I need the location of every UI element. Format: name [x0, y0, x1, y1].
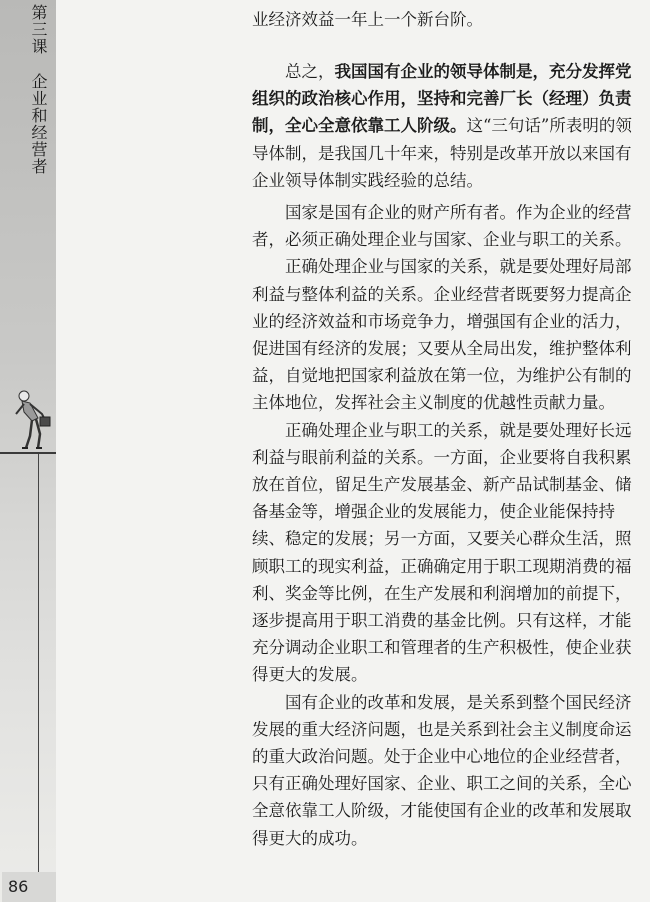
paragraph: 国有企业的改革和发展，是关系到整个国民经济发展的重大经济问题，也是关系到社会主义制度命运的重大政治问题。处于企业中心地位的企业经营者，只有正确处理好国家、企业、职工之间的关系，全心全意依靠工人阶级，才能使国有企业的改革和发展取得更大的成功。	[252, 692, 632, 848]
bold-statement: 我国国有企业的领导体制是，充分发挥党组织的政治核心作用，坚持和完善厂长（经理）负责制，全心全意依靠工人阶级。	[252, 62, 632, 136]
lesson-label: 第三课	[29, 4, 48, 55]
businessman-figure-icon	[8, 388, 52, 450]
lesson-title: 企业和经营者	[29, 73, 48, 175]
continued-line: 业经济效益一年上一个新台阶。	[252, 10, 483, 29]
vertical-rule	[38, 454, 39, 874]
paragraph: 正确处理企业与国家的关系，就是要处理好局部利益与整体利益的关系。企业经营者既要努力提高企业的经济效益和市场竞争力，增强国有企业的活力，促进国有经济的发展；又要从全局出发，维护整体利益，自觉地把国家利益放在第一位，为维护公有制的主体地位，发挥社会主义制度的优越性贡献力量。	[252, 257, 632, 413]
paragraph-lead: 总之，	[285, 62, 335, 81]
paragraph	[252, 58, 644, 194]
paragraph: 正确处理企业与职工的关系，就是要处理好长远利益与眼前利益的关系。一方面，企业要将自我积累放在首位，留足生产发展基金、新产品试制基金、储备基金等，增强企业的发展能力，使企业能保持持续、稳定的发展；另一方面，又要关心群众生活，照顾职工的现实利益，正确确定用于职工现期消费的福利、奖金等比例，在生产发展和利润增加的前提下，逐步提高用于职工消费的基金比例。只有这样，才能充分调动企业职工和管理者的生产积极性，使企业获得更大的发展。	[252, 420, 632, 685]
chapter-heading	[28, 4, 48, 175]
horizontal-rule	[0, 452, 56, 454]
paragraph: 国家是国有企业的财产所有者。作为企业的经营者，必须正确处理企业与国家、企业与职工的关系。	[252, 203, 632, 250]
page-number: 86	[2, 872, 56, 902]
body-text	[252, 58, 644, 852]
sidebar	[0, 0, 56, 902]
paragraph-text: 这“三句话”所表明的领导体制，是我国几十年来，特别是改革开放以来国有企业领导体制实践经验的总结。	[252, 116, 632, 190]
